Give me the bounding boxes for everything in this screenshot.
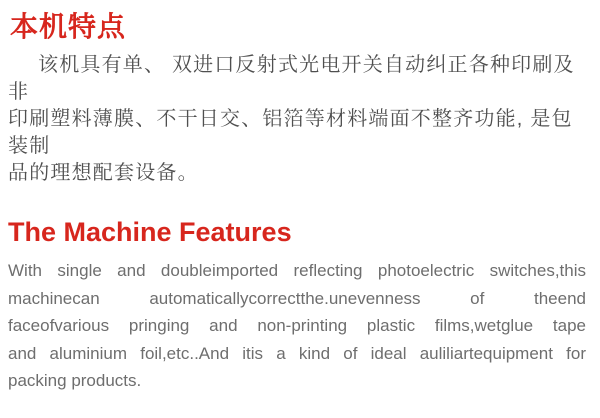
english-paragraph-line-3: faceofvarious pringing and non-printing plastic films,wetglue tape <box>8 316 586 335</box>
english-paragraph-line-5: packing products. <box>8 371 142 390</box>
chinese-paragraph-line-1: 该机具有单、 双进口反射式光电开关自动纠正各种印刷及非 <box>8 54 575 103</box>
chinese-paragraph <box>8 52 586 187</box>
english-section-title: The Machine Features <box>8 217 292 247</box>
english-paragraph-line-4: and aluminium foil,etc..And itis a kind of ideal auliliartequipment for <box>8 343 586 363</box>
chinese-paragraph-line-3: 品的理想配套设备。 <box>8 162 199 184</box>
chinese-paragraph-line-2: 印刷塑料薄膜、不干日交、铝箔等材料端面不整齐功能, 是包装制 <box>8 108 573 157</box>
chinese-section-title: 本机特点 <box>10 11 127 42</box>
english-paragraph-line-1: With single and doubleimported reflecting photoelectric switches,this <box>8 261 586 280</box>
english-paragraph <box>8 257 586 395</box>
english-paragraph-line-2: machinecan automaticallycorrectthe.unevenness of theend <box>8 288 586 308</box>
